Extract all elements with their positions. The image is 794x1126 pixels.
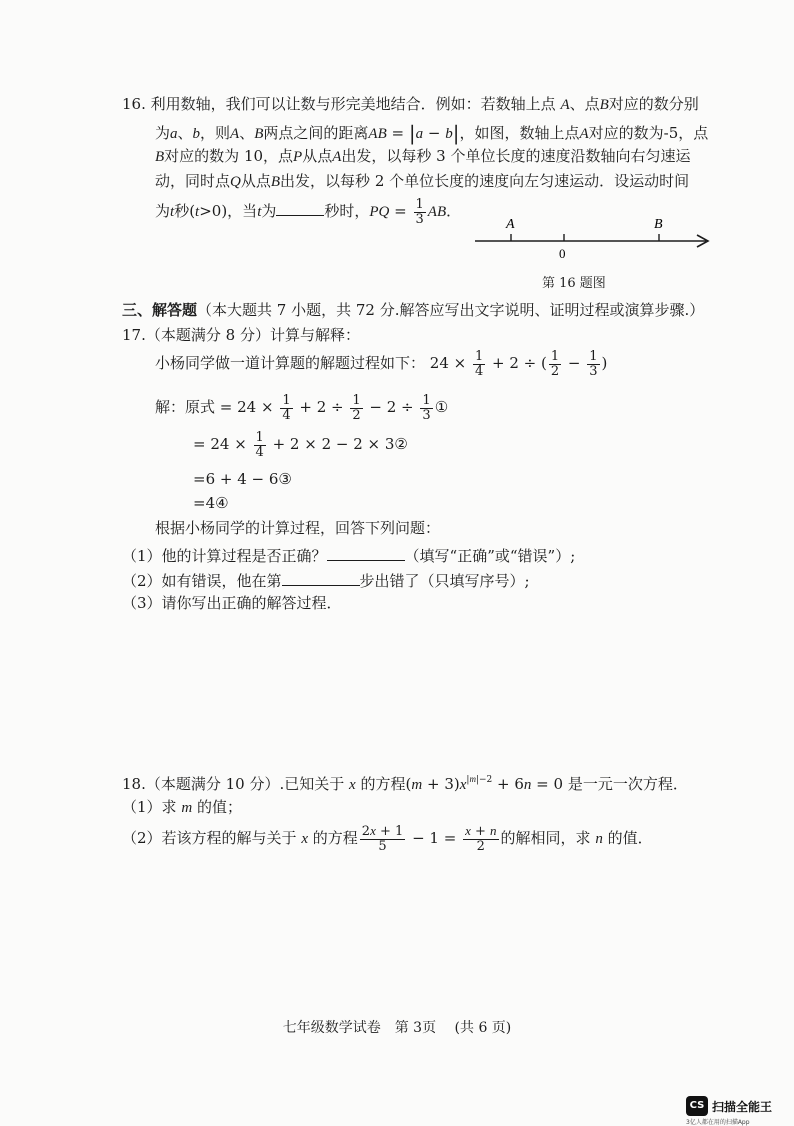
- q17-sub-2: （2）如有错误，他在第 步出错了（只填写序号）;: [122, 572, 530, 590]
- q17-step-1: 解：原式 = 24 × $\frac{1}{4}$ + 2 ÷ $\frac{1}{2}$ − 2 ÷ $\frac{1}{3}$ ①: [155, 392, 449, 423]
- axis-label-zero: 0: [559, 246, 566, 261]
- q16-line-2: 为a、b，则A、B两点之间的距离AB = |a − b|，如图，数轴上点A对应的数为-5，点: [155, 121, 709, 145]
- watermark-sub: 3亿人都在用的扫描App: [686, 1119, 750, 1126]
- cs-logo-icon: CS: [686, 1096, 708, 1116]
- q17-prompt: 根据小杨同学的计算过程，回答下列问题：: [155, 519, 441, 537]
- q17-step-3: =6 + 4 − 6③: [193, 470, 292, 488]
- q16-answer-blank[interactable]: [276, 201, 324, 216]
- section3-header: [122, 303, 704, 318]
- q16-figure-caption: 第 16 题图: [542, 276, 606, 291]
- q16-line-4: 动，同时点Q从点B出发，以每秒 2 个单位长度的速度向左匀速运动．设运动时间: [155, 172, 690, 190]
- page-footer: 七年级数学试卷 第 3页 (共 6 页): [282, 1020, 512, 1036]
- q18-header: 18.（本题满分 10 分）.已知关于 x 的方程$(m + 3)x^{|m|-2} + 6n = 0$ 是一元一次方程．: [122, 774, 688, 793]
- scanner-watermark: [686, 1096, 791, 1124]
- q17-step-2: = 24 × $\frac{1}{4}$ + 2 × 2 − 2 × 3②: [193, 429, 408, 460]
- axis-label-A: A: [506, 217, 515, 232]
- q17-sub-3: （3）请你写出正确的解答过程．: [122, 594, 342, 612]
- q16-number-line: [470, 212, 715, 267]
- q16-line-1: 16. 利用数轴，我们可以让数与形完美地结合．例如：若数轴上点 A、点B对应的数分别: [122, 95, 699, 113]
- section3-desc: （本大题共 7 小题，共 72 分.解答应写出文字说明、证明过程或演算步骤.）: [197, 301, 705, 319]
- watermark-name: 扫描全能王: [712, 1100, 773, 1114]
- axis-label-B: B: [654, 217, 663, 232]
- q17-intro: 小杨同学做一道计算题的解题过程如下： 24 × $\frac{1}{4}$ + 2 ÷ ( $\frac{1}{2}$ − $\frac{1}{3}$ ): [155, 348, 608, 379]
- q18-sub-1: （1）求 m 的值；: [122, 798, 242, 816]
- q16-line-5: 为t秒(t>0)，当t为 秒时，PQ = $\frac{1}{3}$ AB．: [155, 196, 462, 227]
- section3-title: 三、解答题: [122, 301, 198, 319]
- q17-step-4: =4④: [193, 494, 229, 512]
- q17-sub-1: （1）他的计算过程是否正确？ （填写“正确”或“错误”）;: [122, 547, 576, 565]
- q17-header: 17.（本题满分 8 分）计算与解释：: [122, 326, 360, 344]
- q17-blank-2[interactable]: [282, 571, 360, 586]
- q16-number: 16.: [122, 95, 146, 113]
- q18-sub-2: （2）若该方程的解与关于 x 的方程 $\frac{2x + 1}{5}$ − 1 = $\frac{x + n}{2}$ 的解相同，求 n 的值．: [122, 823, 653, 854]
- q17-blank-1[interactable]: [327, 546, 405, 561]
- q16-text-1: 利用数轴，我们可以让数与形完美地结合．例如：若数轴上点: [150, 95, 556, 113]
- q16-line-3: B对应的数为 10，点P从点A出发，以每秒 3 个单位长度的速度沿数轴向右匀速运: [155, 147, 691, 165]
